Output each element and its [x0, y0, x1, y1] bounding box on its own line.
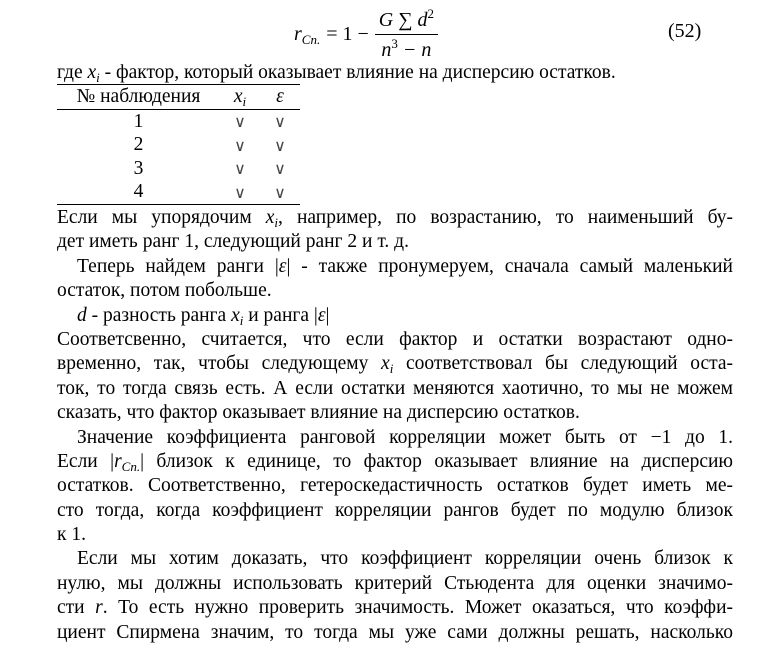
math-subscript: i — [274, 215, 279, 230]
text-line — [57, 255, 733, 279]
formula-lhs-sub: Cn. — [301, 31, 321, 47]
text-line — [57, 206, 733, 230]
text-segment: Значение коэффициента ранговой корреляции может быть от −1 до 1. — [77, 426, 733, 448]
math-symbol: r — [95, 597, 103, 619]
formula-eq: = 1 − — [326, 22, 369, 45]
text-segment: | - также пронумеруем, сначала самый маленький — [286, 255, 733, 277]
text-segment: . То есть нужно проверить значимость. Может оказаться, что коэффи- — [102, 597, 733, 619]
body-text — [57, 206, 733, 645]
table-row — [57, 134, 300, 158]
epsilon-check: ∨ — [274, 182, 286, 202]
header-epsilon: ε — [276, 86, 284, 107]
header-observation: № наблюдения — [76, 86, 201, 107]
table-row — [57, 181, 300, 205]
text-segment: остаток, потом побольше. — [57, 280, 272, 302]
text-segment: дет иметь ранг 1, следующий ранг 2 и т. д. — [57, 231, 409, 253]
text-line — [57, 572, 733, 596]
text-segment: к 1. — [57, 524, 86, 546]
text-line — [57, 377, 733, 401]
text-segment: сти — [57, 597, 96, 619]
formula-lhs-group — [294, 23, 320, 46]
text-segment: Если мы упорядочим — [57, 207, 266, 228]
text-segment: Теперь найдем ранги | — [77, 255, 279, 277]
observation-number: 1 — [133, 110, 144, 132]
text-line — [57, 304, 733, 328]
num-g: G — [378, 8, 394, 31]
equation-52 — [294, 6, 438, 62]
math-variable — [95, 597, 103, 618]
text-segment: и ранга | — [243, 304, 318, 326]
text-segment: , например, по возрастанию, то наименьший бу- — [278, 207, 733, 228]
header-x-sub: i — [242, 94, 247, 109]
text-segment: нулю, мы должны использовать критерий Стьюдента для оценки значимо- — [57, 572, 733, 594]
text-line — [57, 279, 733, 303]
text-line — [57, 401, 733, 425]
text-line — [57, 621, 733, 645]
header-x-var: x — [233, 86, 243, 107]
x-check: ∨ — [234, 182, 246, 202]
table-row — [57, 157, 300, 181]
text-segment: сто тогда, когда коэффициент корреляции рангов будет по модулю близок — [57, 499, 733, 521]
table-row — [57, 110, 300, 134]
epsilon-check: ∨ — [274, 159, 286, 179]
text-segment: Если | — [57, 450, 115, 472]
text-segment: - разность ранга — [86, 304, 232, 326]
equation-number: (52) — [668, 20, 702, 42]
text-line — [57, 450, 733, 474]
math-subscript: i — [389, 361, 394, 377]
observation-number: 4 — [133, 181, 144, 203]
math-symbol: r — [114, 450, 122, 472]
math-symbol: x — [381, 353, 390, 375]
math-symbol: d — [77, 304, 87, 326]
text-line — [57, 523, 733, 547]
formula-lhs: r — [294, 22, 302, 45]
math-symbol: ε — [317, 304, 326, 326]
math-subscript: Cn. — [121, 458, 141, 474]
observations-table — [57, 84, 300, 205]
x-check: ∨ — [234, 159, 246, 179]
math-variable — [266, 207, 278, 228]
math-variable — [381, 353, 394, 377]
math-subscript: i — [239, 312, 244, 328]
num-exp: 2 — [427, 5, 434, 21]
table-header — [57, 85, 300, 110]
text-segment: | близок к единице, то фактор оказывает влияние на дисперсию — [140, 450, 734, 472]
math-variable — [114, 451, 140, 472]
text-segment: сказать, что фактор оказывает влияние на дисперсию остатков. — [57, 402, 580, 424]
intro-var: x — [87, 62, 97, 83]
x-check: ∨ — [234, 112, 246, 132]
text-line — [57, 499, 733, 523]
observation-number: 2 — [133, 134, 144, 156]
den-n: n — [381, 38, 392, 61]
header-x — [220, 86, 260, 108]
epsilon-check: ∨ — [274, 112, 286, 132]
num-d: d — [417, 8, 428, 31]
math-variable — [77, 305, 87, 326]
text-segment: соответствовал бы следующий оста- — [393, 353, 734, 375]
math-variable — [231, 305, 243, 326]
text-line — [57, 426, 733, 450]
observation-number: 3 — [133, 157, 144, 179]
text-line — [57, 596, 733, 620]
math-symbol: x — [265, 207, 275, 228]
x-check: ∨ — [234, 135, 246, 155]
text-segment: Соответсвенно, считается, что если фактор и остатки возрастают одно- — [57, 328, 733, 350]
fraction — [375, 7, 438, 62]
text-line — [57, 547, 733, 571]
epsilon-check: ∨ — [274, 135, 286, 155]
numerator — [375, 7, 438, 35]
intro-var-sub: i — [96, 70, 100, 85]
text-segment: Если мы хотим доказать, что коэффициент корреляции очень близок к — [77, 548, 733, 570]
text-segment: | — [325, 304, 330, 326]
math-symbol: x — [231, 304, 240, 326]
denominator — [377, 35, 435, 62]
text-line — [57, 230, 733, 254]
text-segment: временно, так, чтобы следующему — [57, 353, 382, 375]
text-segment: остатков. Соответственно, гетероскедастичность остатков будет иметь ме- — [57, 475, 733, 497]
intro-pre: где — [57, 62, 88, 83]
text-segment: ток, то тогда связь есть. А если остатки меняются хаотично, то мы не можем — [57, 377, 733, 399]
den-exp: 3 — [391, 35, 398, 51]
text-line — [57, 328, 733, 352]
math-symbol: ε — [278, 255, 287, 277]
text-segment: циент Спирмена значим, то тогда мы уже сами должны решать, насколько — [57, 621, 733, 643]
sum-sign: ∑ — [398, 8, 413, 31]
intro-post: - фактор, который оказывает влияние на дисперсию остатков. — [99, 62, 616, 83]
intro-line — [57, 62, 616, 84]
math-variable — [318, 305, 326, 326]
text-line — [57, 352, 733, 376]
den-rest: − n — [397, 38, 432, 61]
text-line — [57, 474, 733, 498]
